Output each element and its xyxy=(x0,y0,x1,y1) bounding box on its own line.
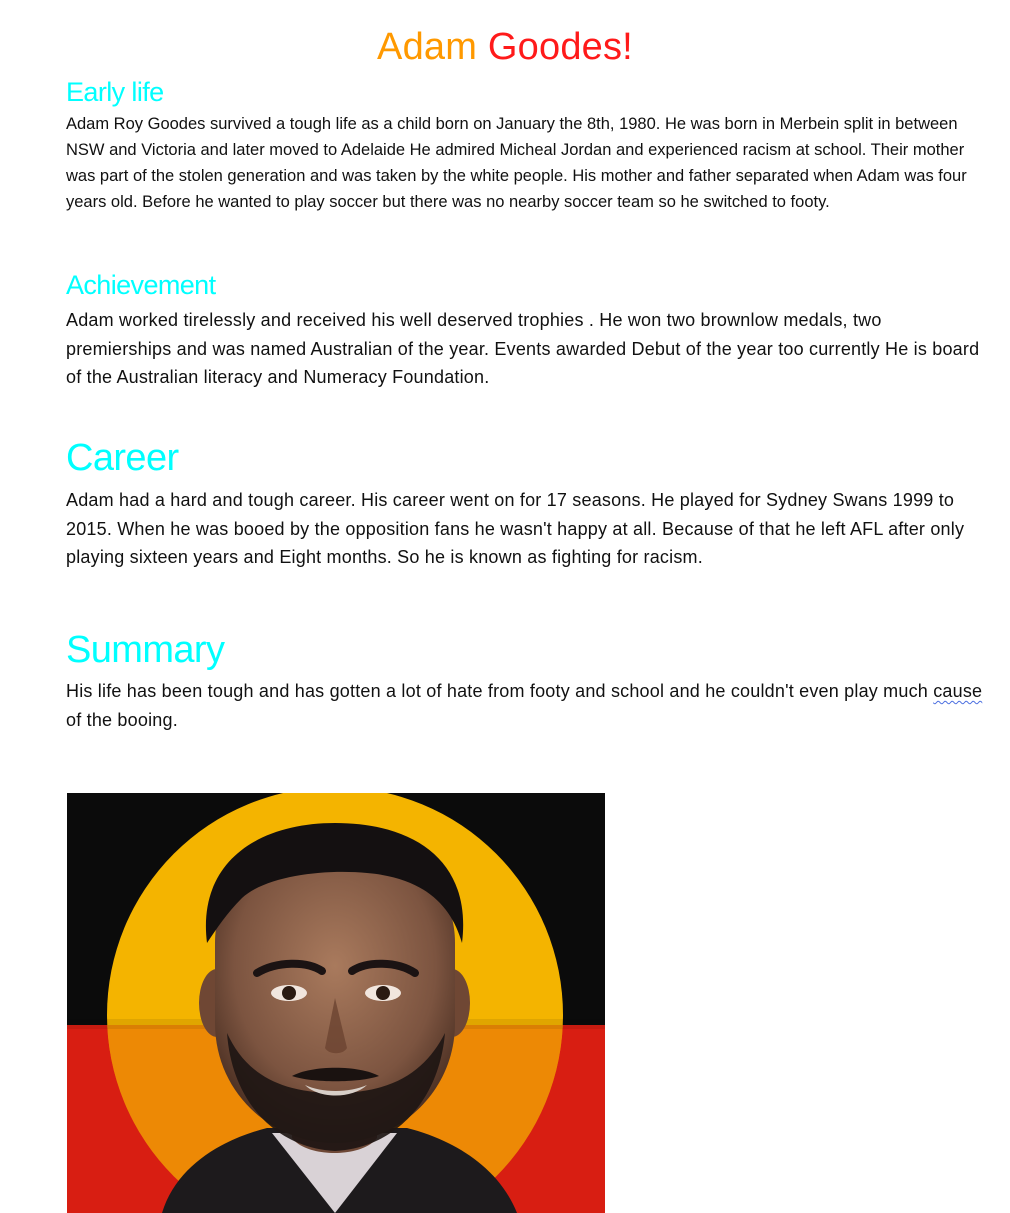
title-first-name: Adam xyxy=(377,26,478,68)
summary-text-end: of the booing. xyxy=(66,709,178,730)
paragraph-early-life: Adam Roy Goodes survived a tough life as a child born on January the 8th, 1980. He was born in Merbein split in between NSW and Victoria and later moved to Adelaide He admired Micheal Jordan and experienced racism at school. Their mother was part of the stolen generation and was taken by the white people. His mother and father separated when Adam was four years old. Before he wanted to play soccer but there was no nearby soccer team so he switched to footy. xyxy=(66,115,967,211)
paragraph-achievement: Adam worked tirelessly and received his well deserved trophies . He won two brownlow medals, two premierships and was named Australian of the year. Events awarded Debut of the year too currently He is board of the Australian literacy and Numeracy Foundation. xyxy=(66,310,980,387)
paragraph-summary xyxy=(66,677,990,734)
heading-early-life: Early life xyxy=(66,77,164,107)
portrait-photo[interactable] xyxy=(67,793,605,1213)
left-eye xyxy=(282,986,296,1000)
summary-text-start: His life has been tough and has gotten a lot of hate from footy and school and he couldn't even play much xyxy=(66,681,934,701)
portrait-illustration xyxy=(67,793,605,1213)
document-title xyxy=(0,24,1010,70)
heading-summary: Summary xyxy=(66,629,225,671)
title-last-name: Goodes! xyxy=(487,26,633,68)
paragraph-career: Adam had a hard and tough career. His career went on for 17 seasons. He played for Sydney Swans 1999 to 2015. When he was booed by the opposition fans he wasn't happy at all. Because of that he left AFL after only playing sixteen years and Eight months. So he is known as fighting for racism. xyxy=(66,490,965,567)
right-eye xyxy=(376,986,390,1000)
heading-achievement: Achievement xyxy=(66,270,216,300)
heading-career: Career xyxy=(66,437,179,479)
spellcheck-flagged-word[interactable]: cause xyxy=(933,681,983,701)
